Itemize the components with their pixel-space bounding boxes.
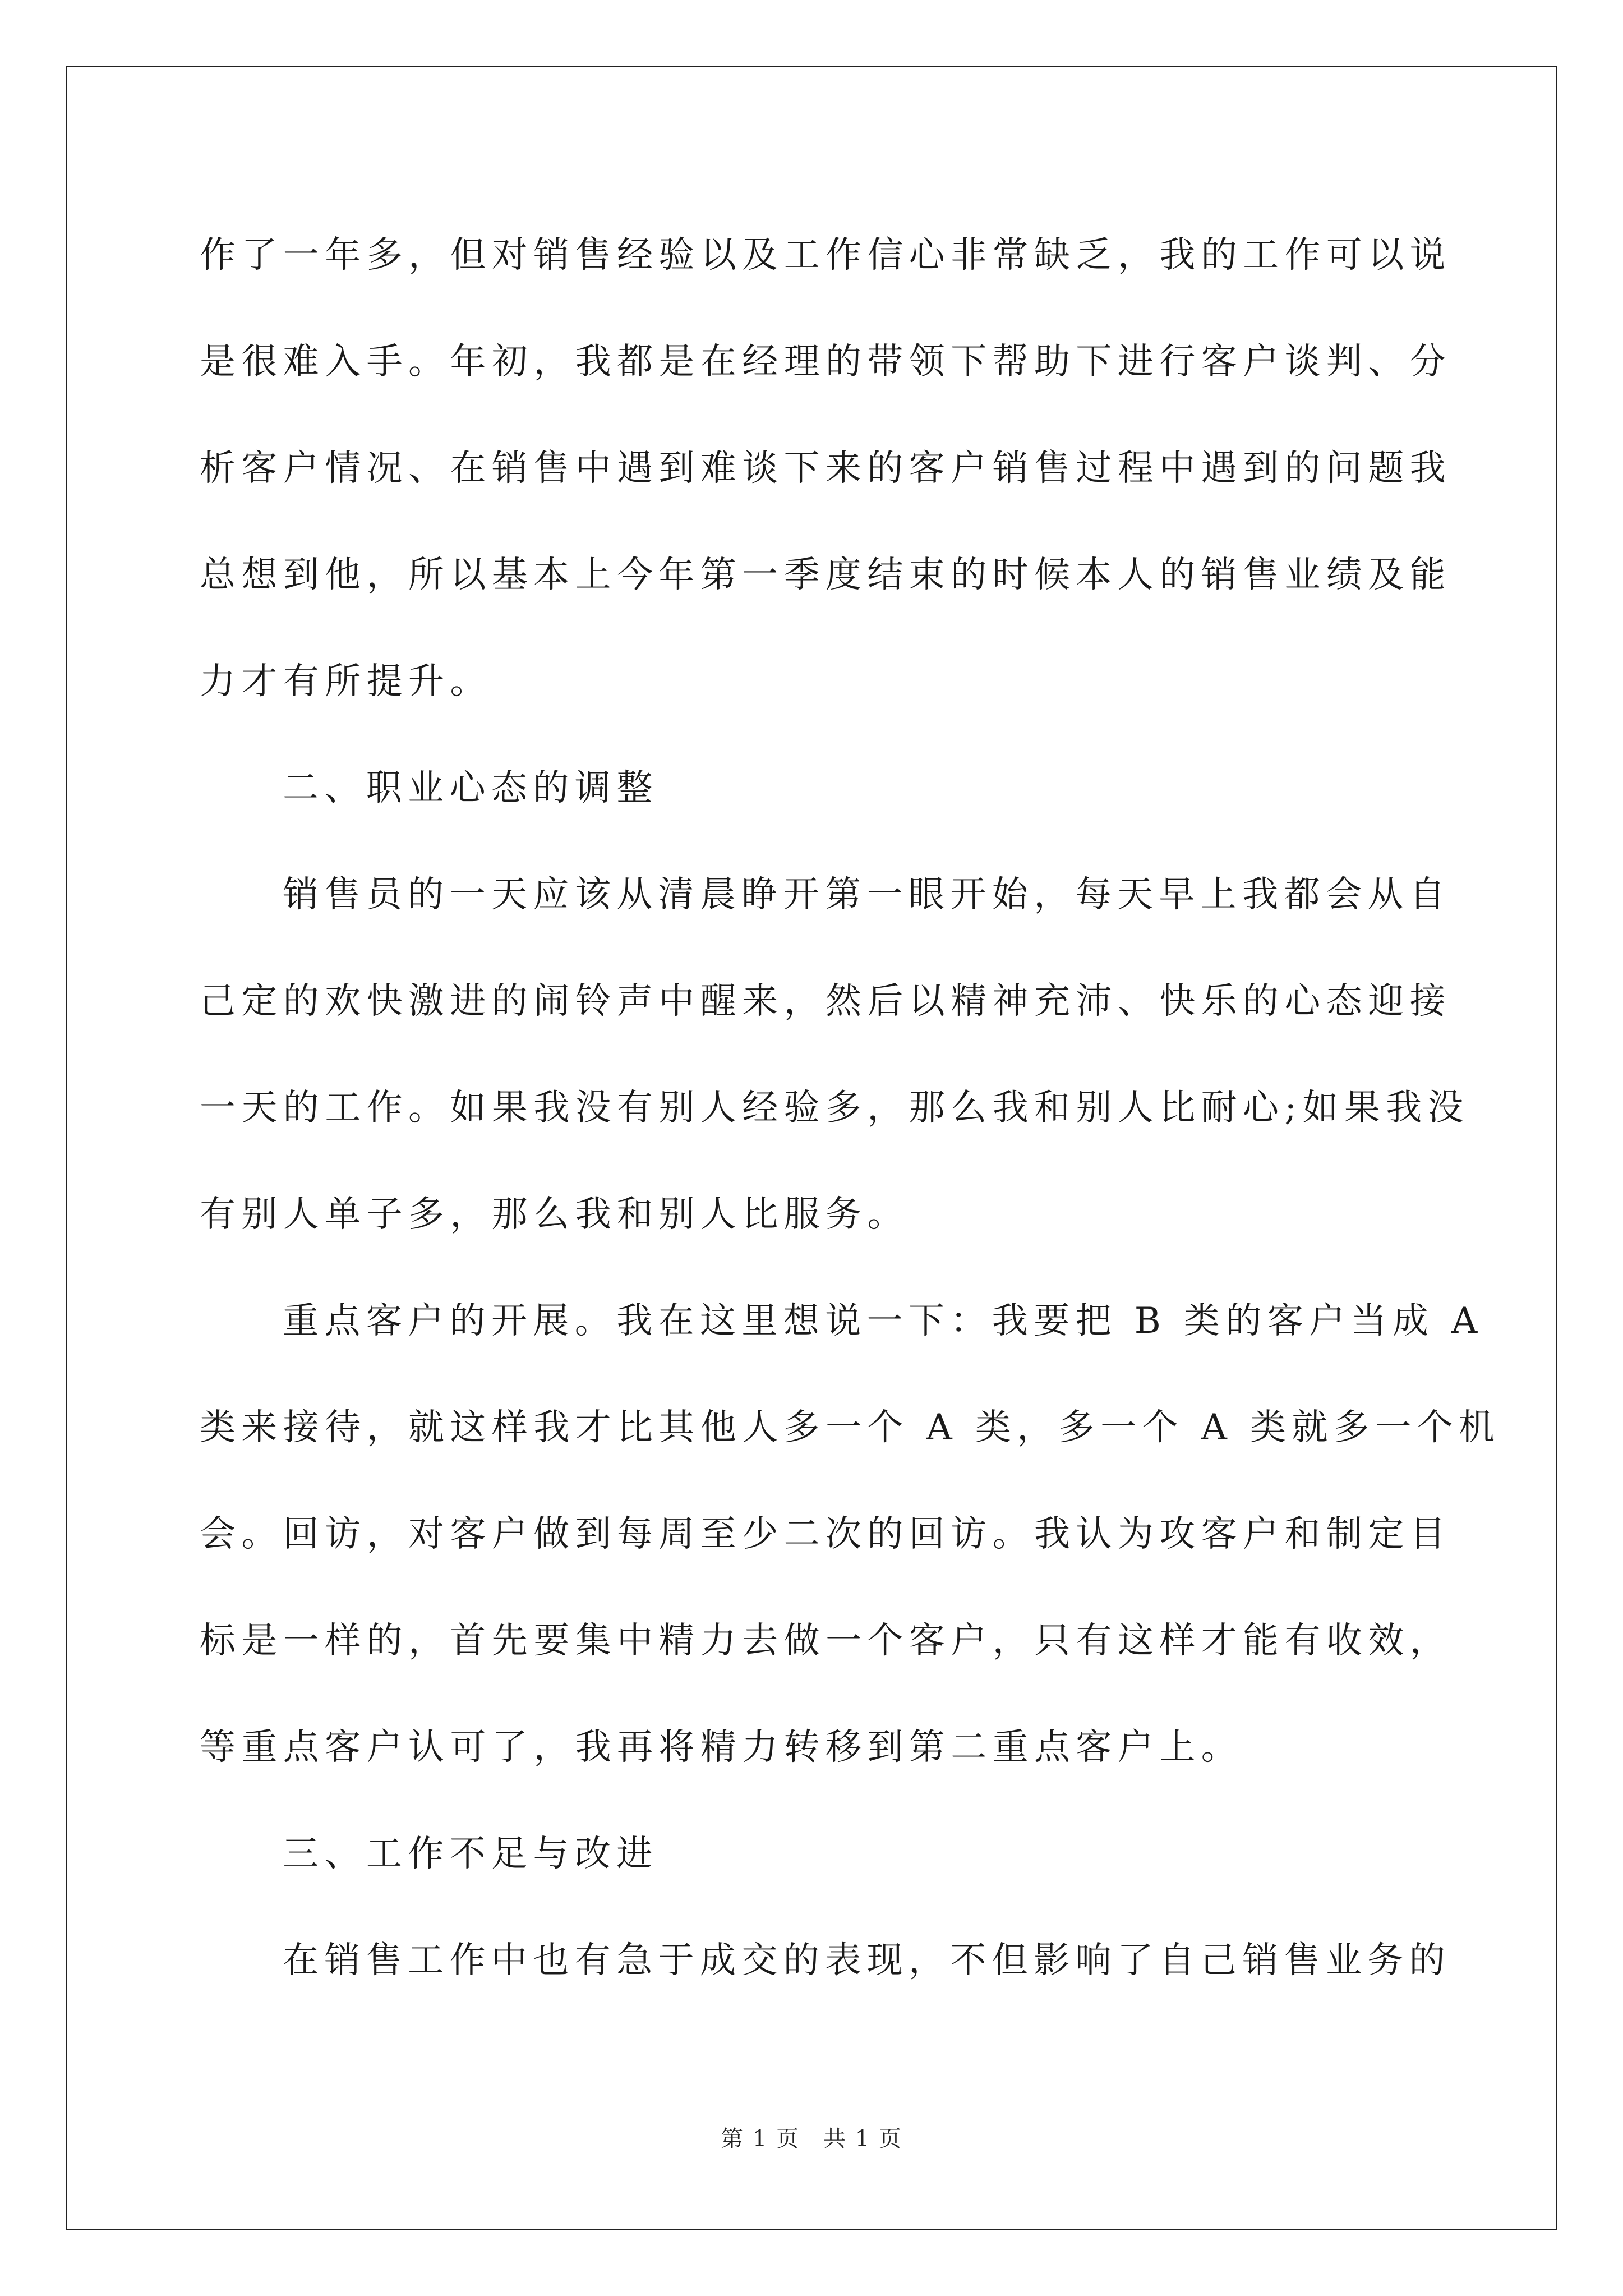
paragraph-3-line-3: 会。回访，对客户做到每周至少二次的回访。我认为攻客户和制定目 — [200, 1513, 1451, 1555]
paragraph-3-line-4: 标是一样的，首先要集中精力去做一个客户，只有这样才能有收效， — [200, 1620, 1451, 1662]
paragraph-3-line-2: 类来接待，就这样我才比其他人多一个 A 类，多一个 A 类就多一个机 — [200, 1407, 1501, 1448]
paragraph-2-line-4: 有别人单子多，那么我和别人比服务。 — [200, 1194, 909, 1235]
paragraph-4-line-1: 在销售工作中也有急于成交的表现，不但影响了自己销售业务的 — [283, 1940, 1451, 1981]
document-body — [200, 202, 1501, 2014]
section-heading-shortcomings: 三、工作不足与改进 — [283, 1833, 658, 1875]
paragraph-2-line-2: 己定的欢快激进的闹铃声中醒来，然后以精神充沛、快乐的心态迎接 — [200, 981, 1451, 1022]
paragraph-1-line-2: 是很难入手。年初，我都是在经理的带领下帮助下进行客户谈判、分 — [200, 341, 1451, 383]
paragraph-1-line-4: 总想到他，所以基本上今年第一季度结束的时候本人的销售业绩及能 — [200, 554, 1451, 596]
paragraph-1-line-3: 析客户情况、在销售中遇到难谈下来的客户销售过程中遇到的问题我 — [200, 448, 1451, 489]
paragraph-1-line-5: 力才有所提升。 — [200, 661, 492, 702]
paragraph-3-line-1: 重点客户的开展。我在这里想说一下：我要把 B 类的客户当成 A — [283, 1300, 1483, 1342]
paragraph-3-line-5: 等重点客户认可了，我再将精力转移到第二重点客户上。 — [200, 1727, 1243, 1768]
paragraph-2-line-3: 一天的工作。如果我没有别人经验多，那么我和别人比耐心;如果我没 — [200, 1087, 1469, 1129]
paragraph-2-line-1: 销售员的一天应该从清晨睁开第一眼开始，每天早上我都会从自 — [283, 874, 1451, 915]
page-number-footer: 第 1 页 共 1 页 — [721, 2126, 902, 2152]
paragraph-1-line-1: 作了一年多，但对销售经验以及工作信心非常缺乏，我的工作可以说 — [200, 234, 1451, 276]
section-heading-career-attitude: 二、职业心态的调整 — [283, 767, 658, 809]
